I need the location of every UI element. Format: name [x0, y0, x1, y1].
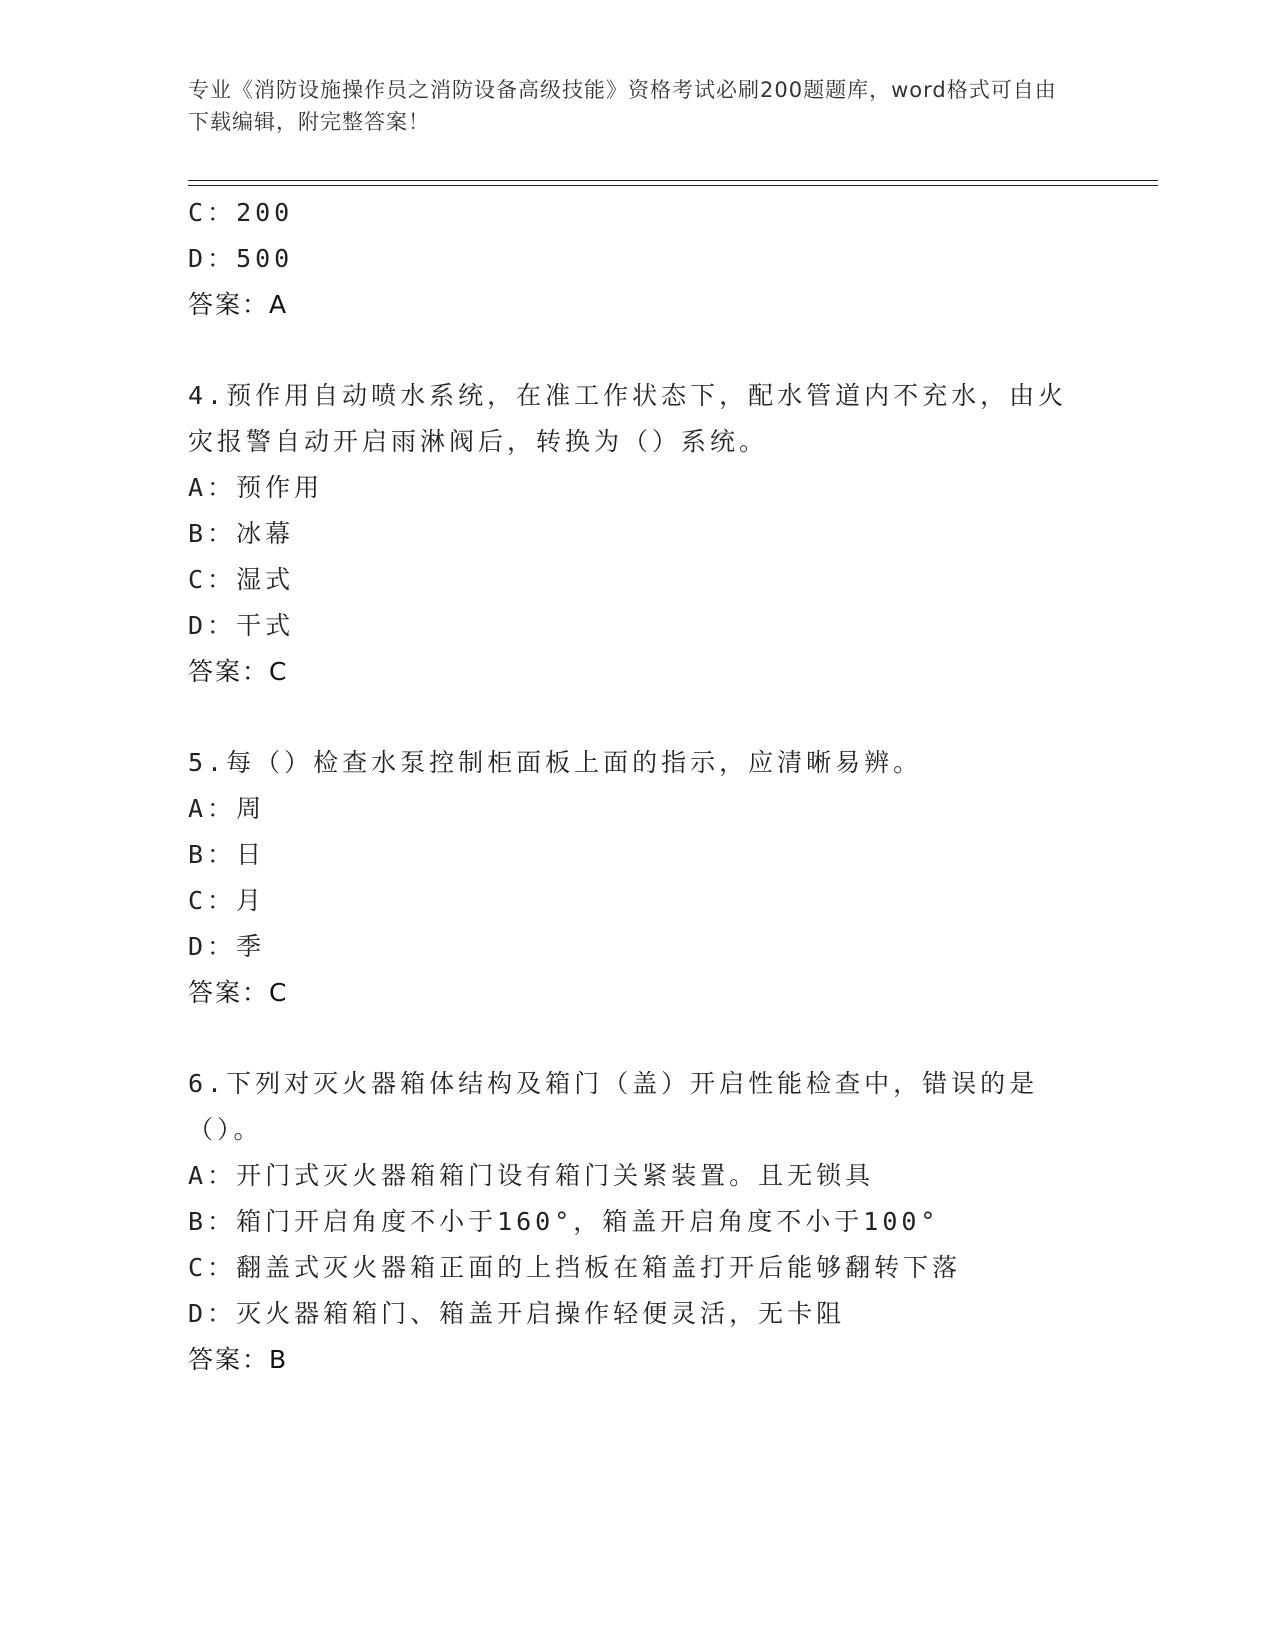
spacer: [188, 695, 1088, 740]
option-text: 冰幕: [236, 519, 295, 548]
option-key: C：: [188, 886, 237, 915]
option-key: A：: [188, 794, 237, 823]
answer-line: [188, 1337, 1088, 1383]
option-b: [188, 511, 1088, 557]
answer-value: C: [269, 978, 288, 1007]
spacer: [188, 328, 1088, 373]
option-text: 季: [236, 932, 266, 961]
answer-label: 答案：: [188, 1345, 270, 1374]
option-d: [188, 1291, 1088, 1337]
option-a: [188, 786, 1088, 832]
answer-label: 答案：: [188, 978, 270, 1007]
option-key: B：: [188, 1207, 237, 1236]
option-key: D：: [188, 1299, 237, 1328]
option-text: 500: [236, 244, 294, 273]
header-rule-bottom: [188, 185, 1158, 186]
option-text: 日: [236, 840, 266, 869]
option-b: [188, 832, 1088, 878]
option-text: 200: [236, 198, 294, 227]
option-text: 月: [236, 886, 266, 915]
option-c: [188, 190, 1088, 236]
option-key: B：: [188, 519, 237, 548]
document-header: 专业《消防设施操作员之消防设备高级技能》资格考试必刷200题题库，word格式可自由下载编辑，附完整答案！: [188, 78, 1057, 134]
option-c: [188, 878, 1088, 924]
option-b: [188, 1199, 1088, 1245]
option-d: [188, 236, 1088, 282]
option-key: D：: [188, 611, 237, 640]
option-key: C：: [188, 1253, 237, 1282]
question-stem: 4.预作用自动喷水系统，在准工作状态下，配水管道内不充水，由火灾报警自动开启雨淋阀后，转换为（）系统。: [188, 381, 1068, 456]
option-text: 周: [236, 794, 266, 823]
answer-value: B: [269, 1345, 288, 1374]
question-3-continued: [188, 190, 1088, 328]
answer-label: 答案：: [188, 657, 270, 686]
option-key: A：: [188, 473, 237, 502]
question-stem: 6.下列对灭火器箱体结构及箱门（盖）开启性能检查中，错误的是（）。: [188, 1069, 1039, 1144]
option-text: 湿式: [236, 565, 295, 594]
question-4: [188, 373, 1088, 695]
option-text: 灭火器箱箱门、箱盖开启操作轻便灵活，无卡阻: [236, 1299, 846, 1328]
answer-label: 答案：: [188, 290, 270, 319]
question-6: [188, 1061, 1088, 1383]
option-key: D：: [188, 932, 237, 961]
option-key: A：: [188, 1161, 237, 1190]
question-content: [188, 190, 1088, 1383]
option-a: [188, 465, 1088, 511]
question-5: [188, 740, 1088, 1016]
option-d: [188, 924, 1088, 970]
question-stem: 5.每（）检查水泵控制柜面板上面的指示，应清晰易辨。: [188, 748, 923, 777]
option-c: [188, 557, 1088, 603]
spacer: [188, 1016, 1088, 1061]
option-text: 预作用: [236, 473, 324, 502]
answer-value: A: [269, 290, 288, 319]
option-key: B：: [188, 840, 237, 869]
answer-line: [188, 282, 1088, 328]
header-rule-top: [188, 180, 1158, 181]
option-text: 开门式灭火器箱箱门设有箱门关紧装置。且无锁具: [236, 1161, 875, 1190]
option-key: D：: [188, 244, 237, 273]
option-key: C：: [188, 565, 237, 594]
option-text: 干式: [236, 611, 295, 640]
option-d: [188, 603, 1088, 649]
option-text: 箱门开启角度不小于160°，箱盖开启角度不小于100°: [236, 1207, 940, 1236]
option-a: [188, 1153, 1088, 1199]
option-text: 翻盖式灭火器箱正面的上挡板在箱盖打开后能够翻转下落: [236, 1253, 962, 1282]
answer-value: C: [269, 657, 288, 686]
option-c: [188, 1245, 1088, 1291]
answer-line: [188, 970, 1088, 1016]
option-key: C：: [188, 198, 237, 227]
answer-line: [188, 649, 1088, 695]
